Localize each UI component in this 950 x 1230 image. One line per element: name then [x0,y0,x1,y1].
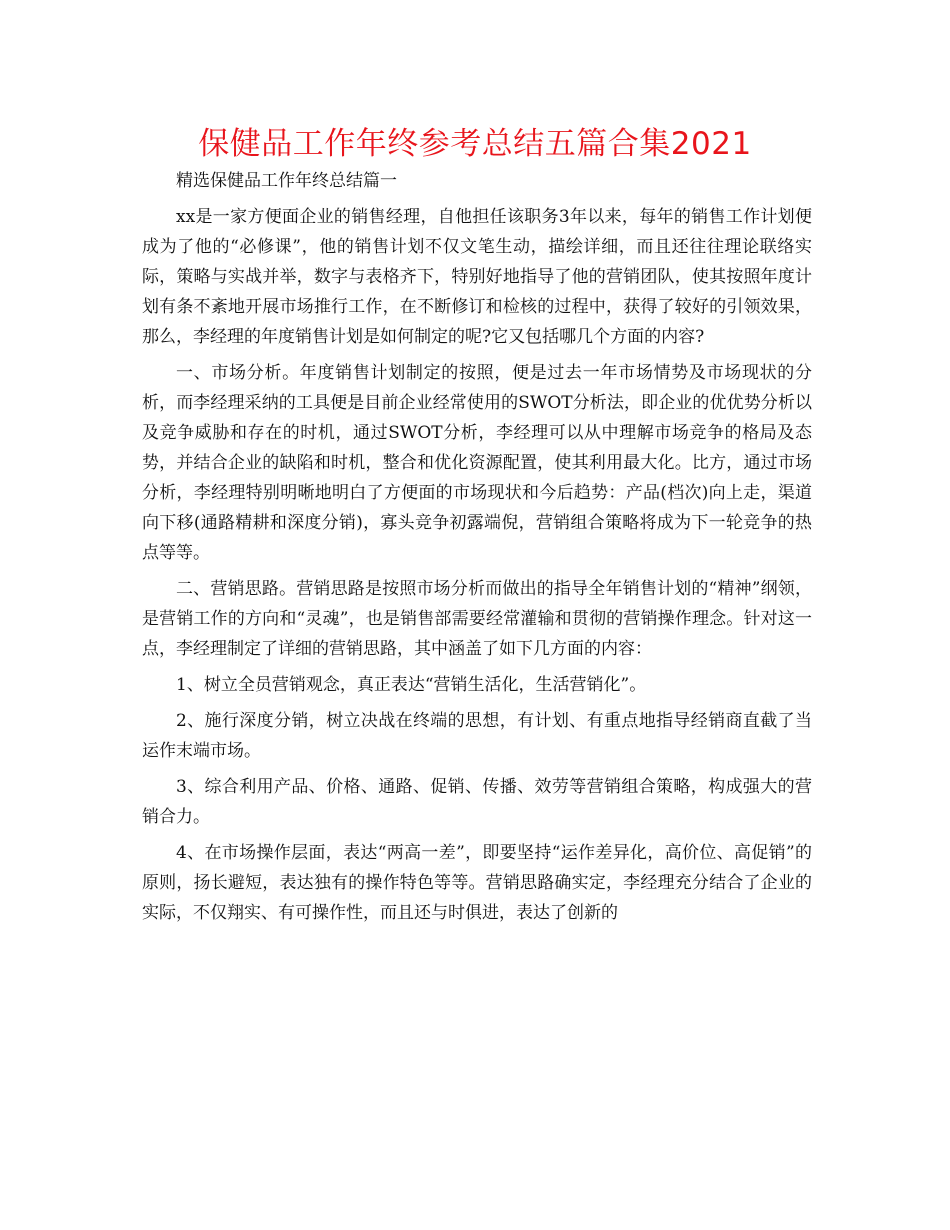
list-item-2: 2、施行深度分销，树立决战在终端的思想，有计划、有重点地指导经销商直截了当运作末端市场。 [142,711,812,761]
paragraph-intro: xx是一家方便面企业的销售经理，自他担任该职务3年以来，每年的销售工作计划便成为了他的“必修课”，他的销售计划不仅文笔生动，描绘详细，而且还往往理论联络实际，策略与实战并举，数字与表格齐下，特别好地指导了他的营销团队，使其按照年度计划有条不紊地开展市场推行工作，在不断修订和检核的过程中，获得了较好的引领效果，那么，李经理的年度销售计划是如何制定的呢?它又包括哪几个方面的内容? [142,207,812,347]
document-title: 保健品工作年终参考总结五篇合集2021 [198,126,752,162]
list-item-1: 1、树立全员营销观念，真正表达“营销生活化，生活营销化”。 [176,675,647,695]
list-item-4: 4、在市场操作层面，表达“两高一差”，即要坚持“运作差异化，高价位、高促销”的原则，扬长避短，表达独有的操作特色等等。营销思路确实定，李经理充分结合了企业的实际，不仅翔实、有可操作性，而且还与时俱进，表达了创新的 [142,843,812,923]
paragraph-market-analysis: 一、市场分析。年度销售计划制定的按照，便是过去一年市场情势及市场现状的分析，而李经理采纳的工具便是目前企业经常使用的SWOT分析法，即企业的优优势分析以及竞争威胁和存在的时机，通过SWOT分析，李经理可以从中理解市场竞争的格局及态势，并结合企业的缺陷和时机，整合和优化资源配置，使其利用最大化。比方，通过市场分析，李经理特别明晰地明白了方便面的市场现状和今后趋势：产品(档次)向上走，渠道向下移(通路精耕和深度分销)，寡头竞争初露端倪，营销组合策略将成为下一轮竞争的热点等等。 [142,363,812,563]
paragraph-marketing-thinking: 二、营销思路。营销思路是按照市场分析而做出的指导全年销售计划的“精神”纲领，是营销工作的方向和“灵魂”，也是销售部需要经常灌输和贯彻的营销操作理念。针对这一点，李经理制定了详细的营销思路，其中涵盖了如下几方面的内容： [142,579,812,659]
document-body [142,166,812,934]
list-item-3: 3、综合利用产品、价格、通路、促销、传播、效劳等营销组合策略，构成强大的营销合力。 [142,777,812,827]
section-heading: 精选保健品工作年终总结篇一 [176,171,397,191]
